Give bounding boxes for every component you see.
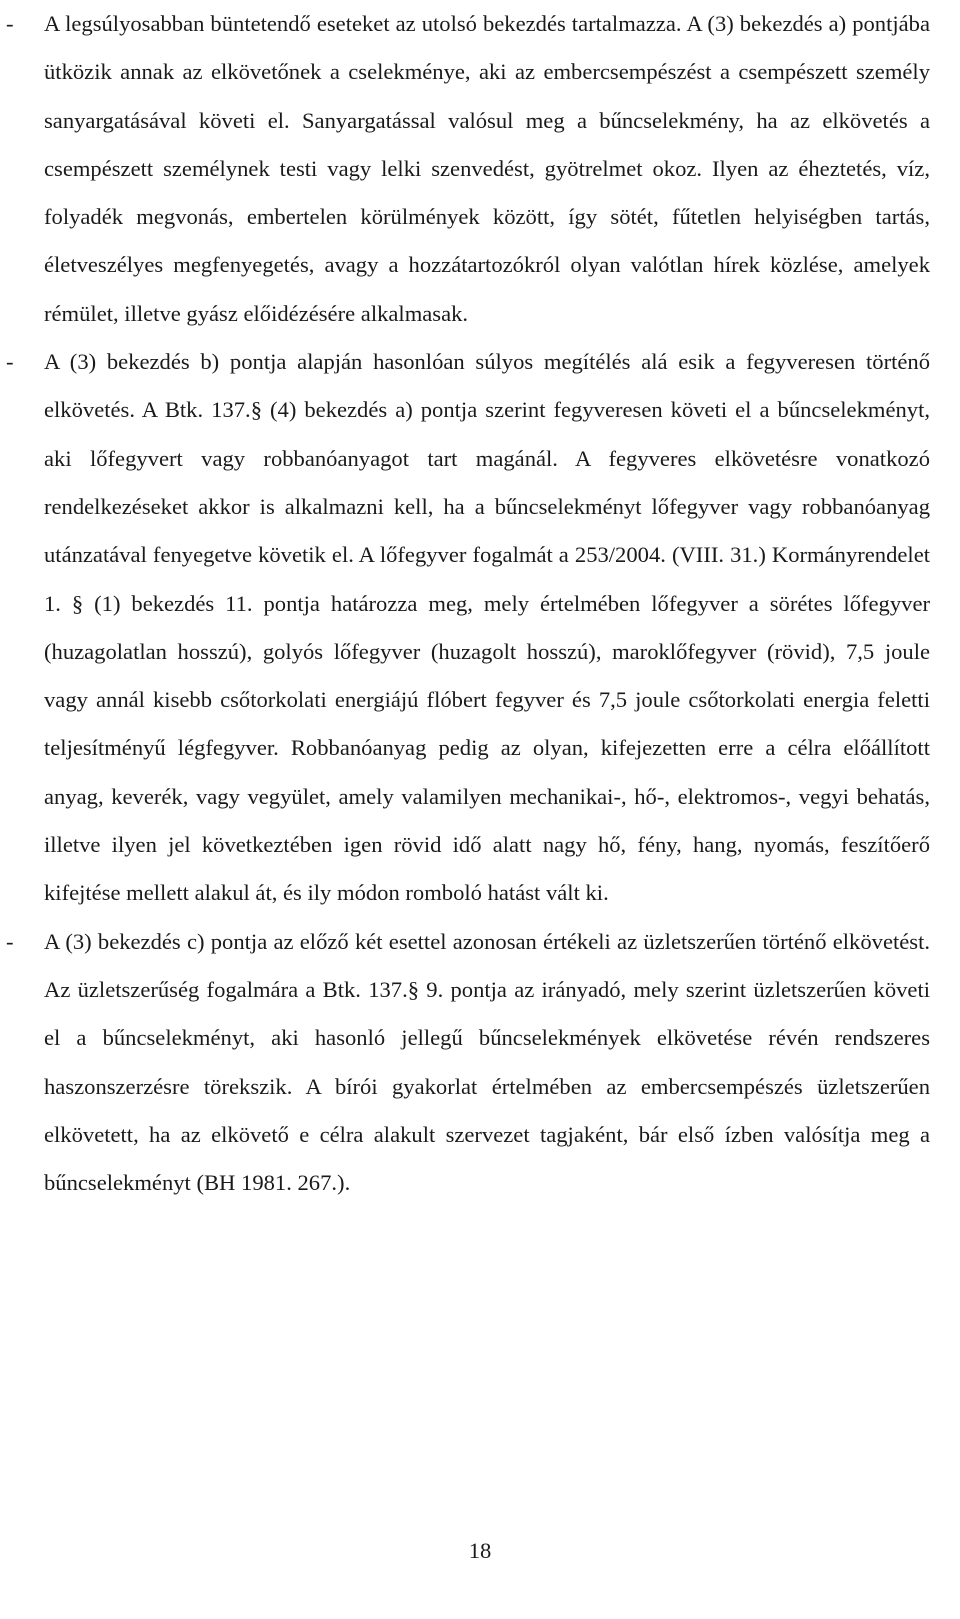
bullet-list: [6, 0, 930, 1207]
paragraph-text: A legsúlyosabban büntetendő eseteket az utolsó bekezdés tartalmazza. A (3) bekezdés a) pontjába ütközik annak az elkövetőnek a cselekménye, aki az embercsempészést a csempészett személy sanyargatásával követi el. Sanyargatással valósul meg a bűncselekmény, ha az elkövetés a csempészett személynek testi vagy lelki szenvedést, gyötrelmet okoz. Ilyen az éheztetés, víz, folyadék megvonás, embertelen körülmények között, így sötét, fűtetlen helyiségben tartás, életveszélyes megfenyegetés, avagy a hozzátartozókról olyan valótlan hírek közlése, amelyek rémület, illetve gyász előidézésére alkalmasak.: [44, 11, 930, 326]
page-number: 18: [468, 1538, 492, 1563]
list-item: [6, 338, 930, 918]
bullet-dash: -: [6, 349, 14, 375]
paragraph-text: A (3) bekezdés c) pontja az előző két esettel azonosan értékeli az üzletszerűen történő elkövetést. Az üzletszerűség fogalmára a Btk. 137.§ 9. pontja az irányadó, mely szerint üzletszerűen követi el a bűncselekményt, aki hasonló jellegű bűncselekmények elkövetése révén rendszeres haszonszerzésre törekszik. A bírói gyakorlat értelmében az embercsempészés üzletszerűen elkövetett, ha az elkövető e célra alakult szervezet tagjaként, bár első ízben valósítja meg a bűncselekményt (BH 1981. 267.).: [44, 928, 930, 1196]
paragraph-text: A (3) bekezdés b) pontja alapján hasonlóan súlyos megítélés alá esik a fegyveresen történő elkövetés. A Btk. 137.§ (4) bekezdés a) pontja szerint fegyveresen követi el a bűncselekményt, aki lőfegyvert vagy robbanóanyagot tart magánál. A fegyveres elkövetésre vonatkozó rendelkezéseket akkor is alkalmazni kell, ha a bűncselekményt lőfegyver vagy robbanóanyag utánzatával fenyegetve követik el. A lőfegyver fogalmát a 253/2004. (VIII. 31.) Kormányrendelet 1. § (1) bekezdés 11. pontja határozza meg, mely értelmében lőfegyver a sörétes lőfegyver (huzagolatlan hosszú), golyós lőfegyver (huzagolt hosszú), maroklőfegyver (rövid), 7,5 joule vagy annál kisebb csőtorkolati energiájú flóbert fegyver és 7,5 joule csőtorkolati energia feletti teljesítményű légfegyver. Robbanóanyag pedig az olyan, kifejezetten erre a célra előállított anyag, keverék, vagy vegyület, amely valamilyen mechanikai-, hő-, elektromos-, vegyi behatás, illetve ilyen jel következtében igen rövid idő alatt nagy hő, fény, hang, nyomás, feszítőerő kifejtése mellett alakul át, és ily módon romboló hatást vált ki.: [44, 349, 930, 906]
bullet-dash: -: [6, 928, 14, 954]
bullet-dash: -: [6, 11, 14, 36]
list-item: [6, 0, 930, 338]
list-item: [6, 918, 930, 1208]
